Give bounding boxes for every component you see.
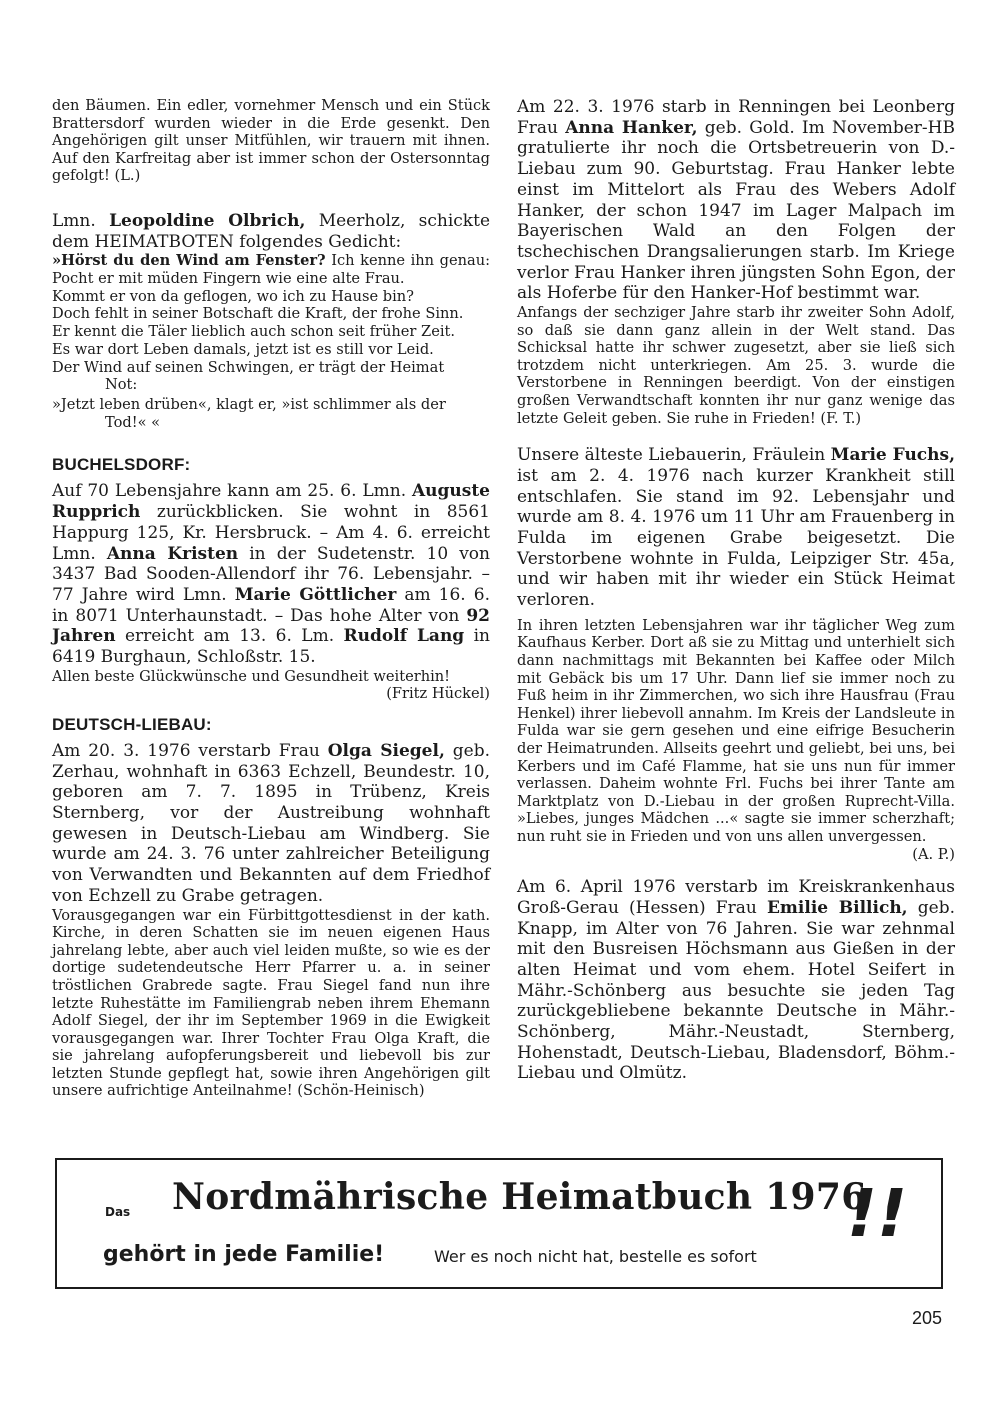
person-name: Anna Hanker, [565,117,698,138]
text-run: Unsere älteste Liebauerin, Fräulein [517,445,831,466]
poem-line: Kommt er von da geflogen, wo ich zu Hause bin? [52,287,414,305]
ad-order-text: Wer es noch nicht hat, bestelle es sofort [434,1247,757,1266]
hanker-small-text: Anfangs der sechziger Jahre starb ihr zweiter Sohn Adolf, so daß sie dann ganz allein in der Welt stand. Das Schicksal hatte ihr schwer zugesetzt, aber sie ließ sich trotzdem nicht unterkriegen. Am 25. 3. wurde die Verstorbene in Renningen beerdigt. Von der einstigen großen Verwandtschaft konnten ihr nur ganz wenige das letzte Geleit geben. Sie ruhe in Frieden! (F. T.) [517,304,955,427]
fuchs-signature: (A. P.) [912,845,955,863]
poem-line: Der Wind auf seinen Schwingen, er trägt der Heimat [52,358,445,376]
person-name: Olga Siegel, [327,740,445,761]
ad-das: Das [105,1205,131,1219]
text-run: ist am 2. 4. 1976 nach kurzer Krankheit still entschlafen. Sie stand im 92. Lebensjahr und wurde am 8. 4. 1976 um 11 Uhr am Frauenberg in Fulda im eigenen Grabe beigesetzt. Die Verstorbene wohnte in Fulda, Leipziger Str. 45a, und wir haben mit ihr wieder ein Stück Heimat verloren. [517,465,955,611]
person-name: Auguste Rupprich [52,481,490,523]
ad-slogan: gehört in jede Familie! [103,1242,385,1267]
text-run: Am 20. 3. 1976 verstarb Frau [52,740,328,761]
poem-line: Doch fehlt in seiner Botschaft die Kraft, der frohe Sinn. [52,305,464,323]
fuchs-text [517,445,955,611]
poem-line: Ich kenne ihn genau: Pocht er mit müden Fingern wie eine alte Frau. [52,252,491,288]
person-name: Emilie Billich, [766,897,908,918]
heimatbuch-advertisement [55,1158,943,1289]
poem-line: »Jetzt leben drüben«, klagt er, »ist schlimmer als der [52,396,446,413]
heading-deutsch-liebau: DEUTSCH-LIEBAU: [52,714,212,734]
text-run: zurückblicken. Sie wohnt in 8561 Happurg 125, Kr. Hersbruck. – Am 4. 6. erreicht Lmn. [52,502,490,564]
hanker-text [517,97,955,304]
ad-title: Nordmährische Heimatbuch 1976 [172,1176,867,1218]
person-name: Marie Fuchs, [830,445,956,466]
page-number: 205 [912,1308,943,1328]
brattersdorf-text: den Bäumen. Ein edler, vornehmer Mensch und ein Stück Brattersdorf wurden wieder in die Erde gesenkt. Den Angehörigen gilt unser Mitfühlen, wir trauern mit ihnen. Auf den Karfreitag aber ist immer schon der Ostersonntag gefolgt! (L.) [52,97,490,185]
ad-exclamation: !! [847,1175,908,1252]
billich-text [517,877,955,1084]
poem-line: Tod!« « [105,413,161,431]
person-name: 92 Jahren [52,605,490,647]
person-name: Marie Göttlicher [234,584,397,605]
person-name: Rudolf Lang [343,626,465,647]
text-run: am 16. 6. in 8071 Unterhaunstadt. – Das hohe Alter von [52,584,490,626]
siegel-text [52,741,490,907]
poem-line: Es war dort Leben damals, jetzt ist es still vor Leid. [52,340,434,358]
text-run: in der Sudetenstr. 10 von 3437 Bad Sooden-Allendorf ihr 76. Lebensjahr. – 77 Jahre wird Lmn. [52,543,490,605]
poem-author: Leopoldine Olbrich, [109,210,306,231]
poem-line: Not: [105,376,138,394]
text-run: in 6419 Burghaun, Schloßstr. 15. [52,626,490,668]
text-run: Am 6. April 1976 verstarb im Kreiskrankenhaus Groß-Gerau (Hessen) Frau [517,877,955,918]
text-run: Auf 70 Lebensjahre kann am 25. 6. Lmn. [52,481,412,502]
buchelsdorf-signature: (Fritz Hückel) [386,685,490,703]
text-run: geb. Gold. Im November-HB gratulierte ihr noch die Ortsbetreuerin von D.-Liebau zum 90. Geburtstag. Frau Hanker lebte einst im Mittelort als Frau des Webers Adolf Hanker, der schon 1947 im Lager Malpach im Bayerischen Wald an den Folgen der tschechischen Drangsalierungen starb. Im Kriege verlor Frau Hanker ihren jüngsten Sohn Egon, der als Hoferbe für den Hanker-Hof bestimmt war. [517,117,955,304]
text-run: Am 22. 3. 1976 starb in Renningen bei Leonberg Frau [517,97,955,138]
poem-intro-prefix: Lmn. [52,210,96,231]
siegel-small-text: Vorausgegangen war ein Fürbittgottesdienst in der kath. Kirche, in deren Schatten sie im neuen eigenen Haus jahrelang lebte, aber auch viel leiden mußte, so wie es der dortige sudetendeutsche Herr Pfarrer u. a. in seiner tröstlichen Grabrede sagte. Frau Siegel fand nun ihre letzte Ruhestätte im Familiengrab neben ihrem Ehemann Adolf Siegel, der ihr im September 1969 in die Ewigkeit vorausgegangen war. Ihrer Tochter Frau Olga Kraft, die sie jahrelang aufopferungsbereit und liebevoll bis zur letzten Stunde gepflegt hat, sowie ihren Angehörigen gilt unsere aufrichtige Anteilnahme! (Schön-Heinisch) [52,906,490,1100]
poem [52,252,490,431]
poem-intro-rest: Meerholz, schickte dem HEIMATBOTEN folgendes Gedicht: [52,210,491,252]
text-run: erreicht am 13. 6. Lm. [115,626,344,647]
buchelsdorf-text [52,481,490,667]
poem-line: Er kennt die Täler lieblich auch schon seit früher Zeit. [52,323,455,341]
buchelsdorf-wish: Allen beste Glückwünsche und Gesundheit weiterhin! [52,667,451,685]
poem-intro [52,211,490,252]
heading-buchelsdorf: BUCHELSDORF: [52,455,191,475]
person-name: Anna Kristen [106,543,239,564]
text-run: geb. Knapp, im Alter von 76 Jahren. Sie war zehnmal mit den Busreisen Höchsmann aus Gießen in der alten Heimat und vom ehem. Hotel Seifert in Mähr.-Schönberg aus besuchte sie jeden Tag zurückgebliebene bekannte Deutsche in Mähr.-Schönberg, Mähr.-Neustadt, Sternberg, Hohenstadt, Deutsch-Liebau, Bladensdorf, Böhm.-Liebau und Olmütz. [517,897,955,1084]
poem-title: »Hörst du den Wind am Fenster? [52,252,326,270]
fuchs-small-text: In ihren letzten Lebensjahren war ihr täglicher Weg zum Kaufhaus Kerber. Dort aß sie zu Mittag und unterhielt sich dann nachmittags mit Bekannten bei Kaffee oder Milch mit Gebäck bis um 17 Uhr. Dann lief sie immer noch zu Fuß heim in ihr Zimmerchen, wo sich ihre Hausfrau (Frau Henkel) ihrer liebevoll annahm. Im Kreis der Landsleute in Fulda war sie gern gesehen und eine eifrige Besucherin der Heimatrunden. Allseits geehrt und geliebt, bei uns, bei Kerbers und im Café Flamme, hat sie uns nun für immer verlassen. Daheim wohnte Frl. Fuchs bei ihrer Tante am Marktplatz von D.-Liebau in der großen Ruprecht-Villa. »Liebes, junges Mädchen ...« sagte sie immer scherzhaft; nun ruht sie in Frieden und von uns allen unvergessen. [517,616,955,845]
left-column [52,97,490,1100]
text-run: geb. Zerhau, wohnhaft in 6363 Echzell, Beundestr. 10, geboren am 7. 7. 1895 in Trübenz, Kreis Sternberg, vor der Austreibung wohnhaft gewesen in Deutsch-Liebau am Windberg. Sie wurde am 24. 3. 76 unter zahlreicher Beteiligung von Verwandten und Bekannten auf dem Friedhof von Echzell zu Grabe getragen. [52,740,490,906]
right-column [517,97,955,1084]
